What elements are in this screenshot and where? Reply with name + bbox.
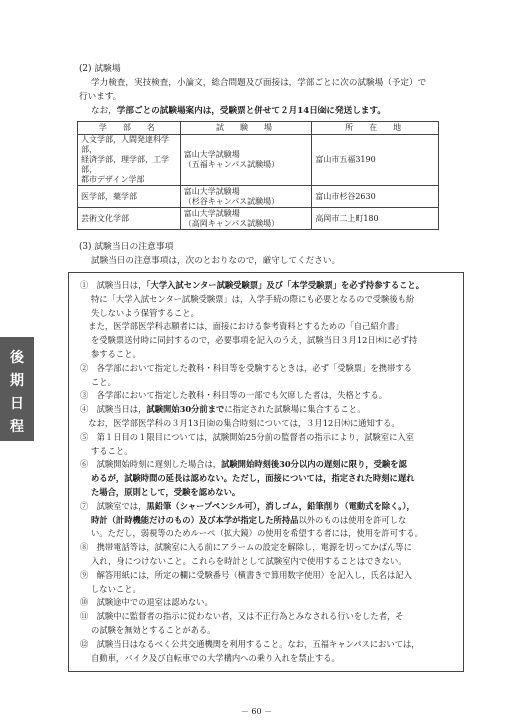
- notice-emphasis: 試験開始30分前まで: [146, 404, 225, 415]
- notice-line: [91, 514, 406, 527]
- notice-line: [80, 638, 420, 651]
- notice-text: に指定された試験場に集合すること。: [224, 404, 366, 415]
- notice-line: [80, 610, 404, 623]
- section-2-line-2: 行います。: [79, 92, 122, 102]
- notice-line: [91, 376, 116, 389]
- header-faculty: 学 部 名: [78, 122, 181, 135]
- faculty-line: 経済学部，理学部，工学部，: [81, 155, 169, 174]
- notice-text: また，医学部医学科志願者には，面接における参考資料とするための「自己紹介書」: [80, 321, 404, 332]
- notice-text: ⑦ 試験室では，: [80, 500, 147, 511]
- notice-line: [80, 458, 407, 471]
- notice-line: [91, 445, 133, 458]
- notice-text: ⑩ 試験途中での退室は認めない。: [80, 597, 213, 608]
- side-tab: [0, 337, 34, 441]
- section-2-line-1: 学力検査，実技検査，小論文，総合問題及び面接は，学部ごとに次の試験場（予定）で: [91, 78, 427, 88]
- notice-emphasis: 試験開始時刻後30分以内の遅刻に限り，受験を認: [221, 459, 407, 470]
- section-3-intro: 試験当日の注意事項は，次のとおりなので，厳守してください。: [91, 256, 341, 266]
- notice-text: ⑪ 試験中に監督者の指示に従わない者，又は不正行為とみなされる行いをした者，そ: [80, 611, 404, 622]
- site-cell: [180, 208, 312, 230]
- notice-line: [91, 527, 423, 540]
- notice-line: [80, 403, 365, 416]
- notice-emphasis: 「大学入試センター試験受験票」及び「本学受験票」を必ず持参すること。: [146, 280, 425, 290]
- side-tab-char: 程: [10, 419, 24, 435]
- notice-text: の試験を無効とすることがある。: [91, 625, 216, 635]
- section-2-note: [91, 104, 386, 118]
- notice-line: [91, 583, 141, 596]
- notice-text: ② 各学部において指定した教科・科目等を受験するときは，必ず「受験票」を携帯する: [80, 362, 412, 373]
- table-row: [78, 186, 439, 208]
- section-2-title: (2) 試験場: [79, 64, 121, 74]
- site-name: 富山大学試験場: [183, 150, 240, 159]
- notice-text: ⑥ 試験開始時刻に遅刻した場合は，: [80, 459, 222, 470]
- notice-text: 自動車，バイク及び自転車での大学構内への乗り入れを禁止する。: [91, 652, 340, 663]
- faculty-line: 人文学部，人間発達科学部，: [81, 135, 169, 154]
- notice-text: い。ただし，弱視等のためルーペ（拡大鏡）の使用を希望する者には，使用を許可する。: [91, 528, 423, 539]
- notice-emphasis: た場合，原則として，受験を認めない。: [91, 487, 241, 497]
- side-tab-char: 後: [10, 350, 24, 366]
- notice-text: しないこと。: [91, 583, 141, 594]
- site-campus: （杉谷キャンパス試験場）: [183, 196, 280, 206]
- side-tab-char: 期: [10, 373, 24, 389]
- notice-line: [91, 348, 141, 361]
- header-location: 所 在 地: [312, 122, 439, 135]
- notice-line: [80, 500, 415, 513]
- notice-line: [91, 624, 215, 637]
- notice-line: [80, 417, 400, 430]
- notice-text: ⑨ 解答用紙には，所定の欄に受験番号（横書きで算用数字使用）を記入し，氏名は記入: [80, 569, 412, 580]
- notice-line: [80, 541, 412, 554]
- side-tab-char: 日: [10, 396, 24, 412]
- notice-text: こと。: [91, 376, 116, 387]
- notice-text: なお，医学部医学科の３月13日㈮の集合時刻については，３月12日㈭に通知する。: [80, 418, 400, 428]
- site-cell: [180, 186, 312, 208]
- notice-line: [80, 320, 404, 333]
- location-cell: 富山市五福3190: [312, 135, 439, 186]
- notice-line: [80, 389, 387, 402]
- notice-text: ③ 各学部において指定した教科・科目等の一部でも欠席した者は，失格とする。: [80, 390, 387, 401]
- notice-text: 入れ，身につけないこと。これらを時計として試験室内で使用することはできない。: [91, 556, 407, 566]
- notice-line: [91, 555, 407, 568]
- table-row: [78, 135, 439, 186]
- notice-line: [91, 293, 414, 306]
- notice-text: ⑫ 試験当日はなるべく公共交通機関を利用すること。なお，五福キャンパスにおいては，: [80, 638, 420, 649]
- notice-text: 失しないよう保管すること。: [91, 307, 199, 318]
- section-3-title: (3) 試験当日の注意事項: [79, 242, 174, 252]
- notice-emphasis: 時計（計時機能だけのもの）及び本学が指定した所持品: [91, 514, 299, 525]
- location-cell: 高岡市二上町180: [312, 208, 439, 230]
- section-2-note-bold: 学部ごとの試験場案内は，受験票と併せて２月14日㈮に発送します。: [116, 106, 386, 116]
- site-name: 富山大学試験場: [183, 208, 240, 218]
- faculty-cell: 芸術文化学部: [78, 208, 181, 230]
- site-campus: （高岡キャンパス試験場）: [183, 218, 280, 228]
- notice-line: [91, 334, 417, 347]
- notice-line: [80, 362, 412, 375]
- notice-text: 以外のものは使用を許可しな: [298, 514, 407, 525]
- notice-text: ⑤ 第１日目の１限目については，試験開始25分前の監督者の指示により，試験室に入室: [80, 431, 414, 442]
- site-cell: [180, 135, 312, 186]
- notice-text: ① 試験当日は，: [80, 280, 147, 290]
- notice-text: を受験票送付時に同封するので，必要事項を記入のうえ，試験当日３月12日㈭に必ず持: [91, 335, 418, 346]
- location-cell: 富山市杉谷2630: [312, 186, 439, 208]
- venue-table: [77, 121, 439, 230]
- notice-line: [91, 486, 240, 499]
- faculty-cell: [78, 135, 181, 186]
- notice-line: [80, 279, 424, 292]
- notice-emphasis: めるが，試験時間の延長は認めない。ただし，面接については，指定された時刻に遅れ: [91, 473, 415, 484]
- page-number: － 60 －: [240, 707, 273, 716]
- header-site: 試 験 場: [180, 122, 312, 135]
- site-campus: （五福キャンパス試験場）: [183, 160, 280, 169]
- notice-emphasis: 黒鉛筆（シャープペンシル可），消しゴム，鉛筆削り（電動式を除く。），: [146, 500, 415, 511]
- table-row: [78, 208, 439, 230]
- notice-text: すること。: [91, 445, 133, 456]
- faculty-line: 都市デザイン学部: [81, 175, 145, 184]
- notice-text: ④ 試験当日は，: [80, 404, 147, 415]
- notice-text: ⑧ 携帯電話等は，試験室に入る前にアラームの設定を解除し，電源を切ってかばん等に: [80, 542, 412, 553]
- notice-line: [91, 307, 199, 320]
- section-2-note-prefix: なお，: [91, 106, 117, 116]
- site-name: 富山大学試験場: [183, 186, 240, 196]
- venue-table-header: [78, 122, 439, 135]
- notice-line: [80, 431, 414, 444]
- notice-line: [91, 472, 414, 485]
- faculty-cell: 医学部，薬学部: [78, 186, 181, 208]
- notice-text: 参すること。: [91, 349, 141, 359]
- notice-line: [91, 652, 340, 665]
- notice-line: [80, 596, 213, 609]
- notice-text: 特に「大学入試センター試験受験票」は，入学手続の際にも必要となるので受験後も紛: [91, 293, 415, 304]
- notice-line: [80, 569, 412, 582]
